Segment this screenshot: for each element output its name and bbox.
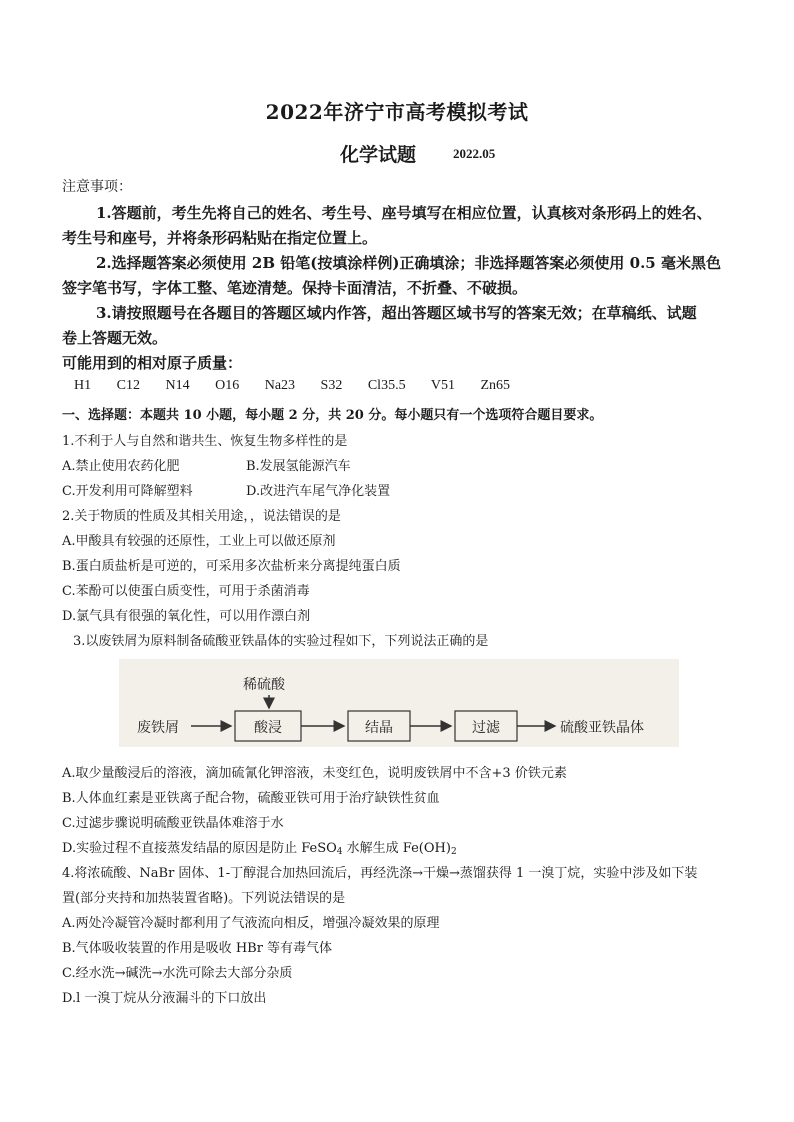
- atomic-mass-list: [74, 378, 532, 394]
- q4-option-b: B.气体吸收装置的作用是吸收 HBr 等有毒气体: [62, 941, 333, 956]
- notice-item-3-line-2: 卷上答题无效。: [62, 329, 168, 347]
- q1-option-b: B.发展氢能源汽车: [246, 459, 351, 474]
- q4-option-c: C.经水洗→碱洗→水洗可除去大部分杂质: [62, 966, 293, 981]
- notice-heading: 注意事项：: [62, 179, 132, 195]
- exam-title: 2022年济宁市高考模拟考试: [265, 100, 529, 124]
- q2-option-d: D.氯气具有很强的氧化性，可以用作漂白剂: [62, 609, 311, 624]
- exam-subject: 化学试题: [340, 144, 417, 166]
- section-1-heading: 一、选择题：本题共 10 小题，每小题 2 分，共 20 分。每小题只有一个选项符合题目要求。: [62, 408, 603, 423]
- notice-item-2-line-2: 签字笔书写，字体工整、笔迹清楚。保持卡面清洁，不折叠、不破损。: [62, 279, 528, 297]
- q4-stem-line-1: 4.将浓硫酸、NaBr 固体、1-丁醇混合加热回流后，再经洗涤→干燥→蒸馏获得 1 一溴丁烷，实验中涉及如下装: [62, 866, 698, 881]
- flow-step-filter: 过滤: [472, 720, 500, 736]
- q3-option-d-sub-2: 2: [450, 847, 457, 857]
- flow-step-crystallize: 结晶: [365, 720, 393, 736]
- q4-option-a: A.两处冷凝管冷凝时都利用了气液流向相反，增强冷凝效果的原理: [62, 916, 440, 931]
- flow-reagent-label: 稀硫酸: [243, 677, 285, 693]
- flow-step-acid-leach: 酸浸: [254, 720, 282, 736]
- q2-stem: 2.关于物质的性质及其相关用途，，说法错误的是: [62, 509, 341, 524]
- q1-option-d: D.改进汽车尾气净化装置: [246, 484, 391, 499]
- q3-stem: 3.以废铁屑为原料制备硫酸亚铁晶体的实验过程如下，下列说法正确的是: [73, 634, 489, 649]
- flow-diagram-svg: [119, 659, 679, 747]
- q1-option-c: C.开发利用可降解塑料: [62, 484, 193, 499]
- q3-option-c: C.过滤步骤说明硫酸亚铁晶体难溶于水: [62, 816, 284, 831]
- q1-option-a: A.禁止使用农药化肥: [62, 459, 180, 474]
- q3-option-b: B.人体血红素是亚铁离子配合物，硫酸亚铁可用于治疗缺铁性贫血: [62, 791, 440, 806]
- atomic-mass-heading: 可能用到的相对原子质量：: [62, 354, 243, 372]
- flow-input-label: 废铁屑: [137, 720, 179, 736]
- q2-option-c: C.苯酚可以使蛋白质变性，可用于杀菌消毒: [62, 584, 310, 599]
- atomic-mass-item: H1: [74, 378, 92, 393]
- atomic-mass-item: Zn65: [480, 378, 511, 393]
- notice-item-3-line-1: 3.请按照题号在各题目的答题区域内作答，超出答题区域书写的答案无效；在草稿纸、试题: [96, 304, 697, 322]
- atomic-mass-item: C12: [116, 378, 140, 393]
- q3-flow-diagram: [119, 659, 679, 747]
- q3-option-d-text-2: 水解生成 Fe(OH): [342, 841, 451, 856]
- flow-output-label: 硫酸亚铁晶体: [560, 720, 644, 736]
- q3-option-d-sub-1: 4: [336, 847, 343, 857]
- atomic-mass-item: N14: [165, 378, 190, 393]
- q2-option-a: A.甲酸具有较强的还原性，工业上可以做还原剂: [62, 534, 336, 549]
- atomic-mass-item: V51: [430, 378, 455, 393]
- notice-item-1-line-2: 考生号和座号，并将条形码粘贴在指定位置上。: [62, 229, 378, 247]
- atomic-mass-item: S32: [320, 378, 343, 393]
- q1-stem: 1.不利于人与自然和谐共生、恢复生物多样性的是: [62, 434, 348, 449]
- q3-option-d-text-1: D.实验过程不直接蒸发结晶的原因是防止 FeSO: [62, 841, 337, 856]
- exam-date: 2022.05: [453, 146, 496, 161]
- notice-item-2-line-1: 2.选择题答案必须使用 2B 铅笔(按填涂样例)正确填涂；非选择题答案必须使用 0.5 毫米黑色: [96, 254, 721, 272]
- atomic-mass-item: Na23: [264, 378, 296, 393]
- atomic-mass-item: Cl35.5: [367, 378, 406, 393]
- q4-stem-line-2: 置(部分夹持和加热装置省略)。下列说法错误的是: [62, 891, 346, 906]
- q3-option-d: [62, 837, 457, 857]
- notice-item-1-line-1: 1.答题前，考生先将自己的姓名、考生号、座号填写在相应位置，认真核对条形码上的姓名、: [96, 204, 712, 222]
- q4-option-d: D.l 一溴丁烷从分液漏斗的下口放出: [62, 991, 267, 1006]
- q3-option-a: A.取少量酸浸后的溶液，滴加硫氰化钾溶液，未变红色，说明废铁屑中不含+3 价铁元素: [62, 766, 567, 781]
- atomic-mass-item: O16: [215, 378, 240, 393]
- q2-option-b: B.蛋白质盐析是可逆的，可采用多次盐析来分离提纯蛋白质: [62, 559, 401, 574]
